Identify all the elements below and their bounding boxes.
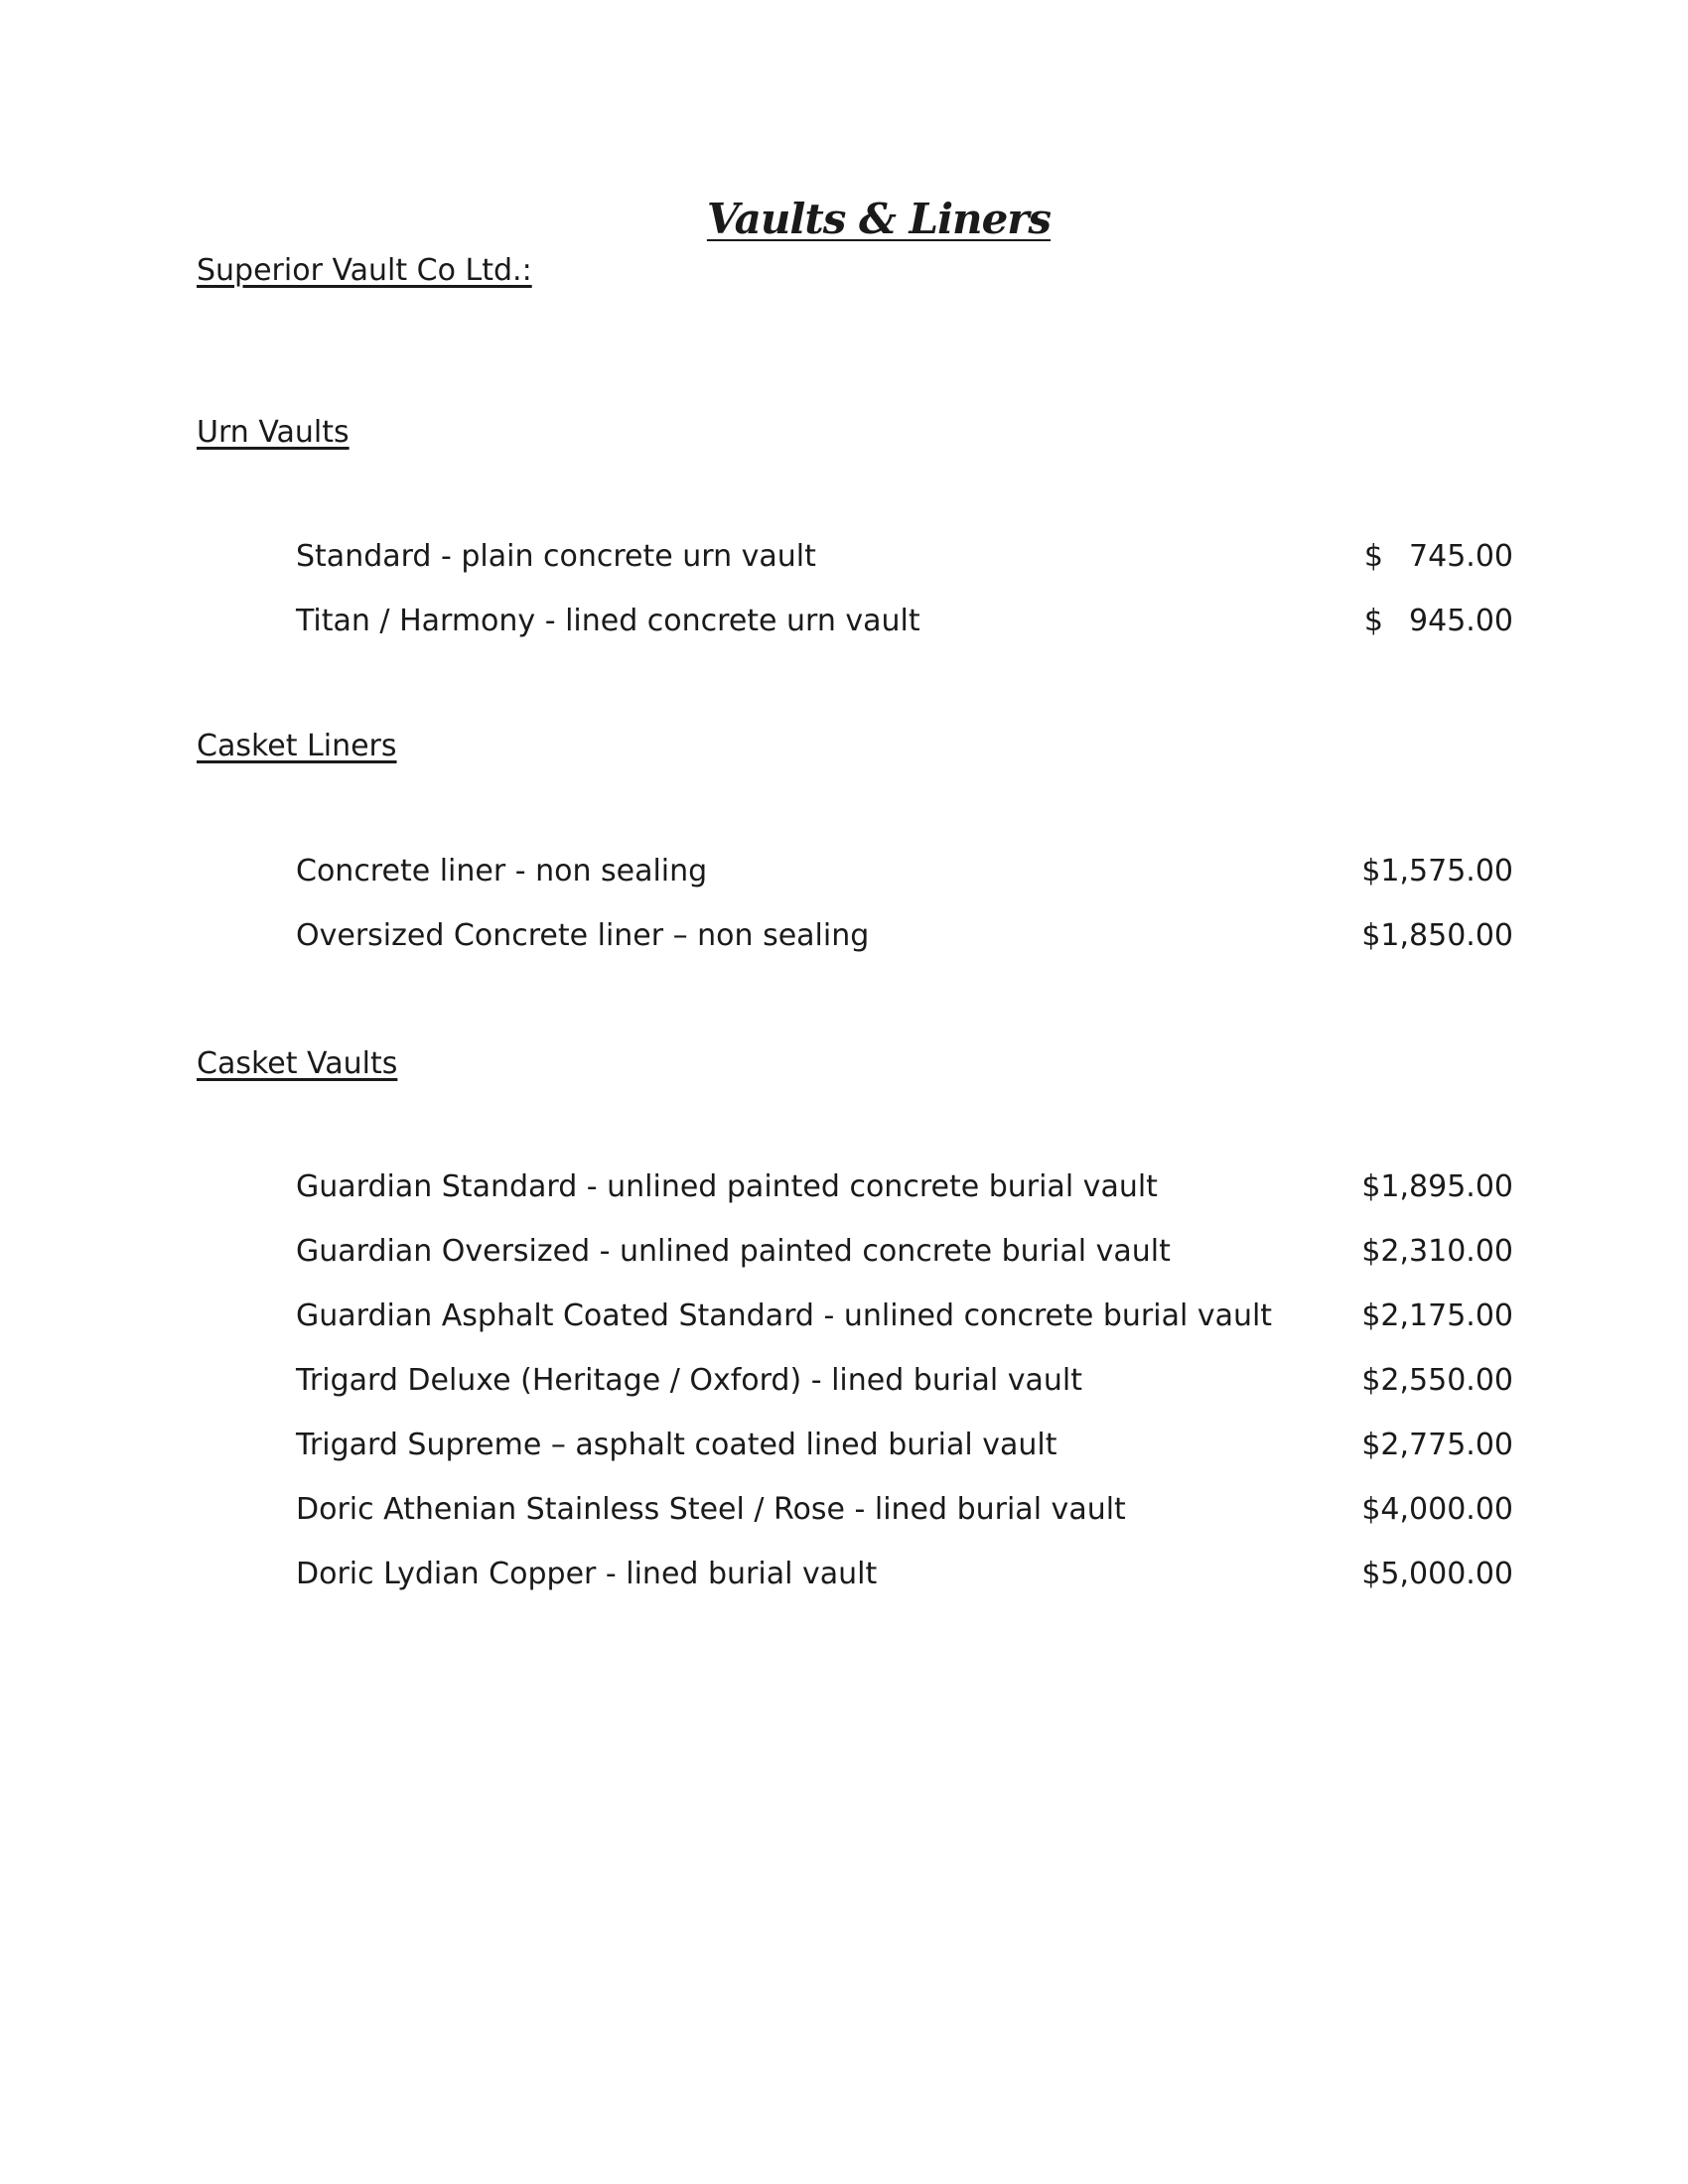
price-amount: 5,000.00 bbox=[1380, 1557, 1513, 1591]
currency-symbol: $ bbox=[1361, 1169, 1381, 1204]
price-amount: 2,310.00 bbox=[1380, 1234, 1513, 1269]
price-amount: 2,175.00 bbox=[1380, 1298, 1513, 1333]
price-list-item bbox=[296, 1234, 1513, 1277]
price-list-item bbox=[296, 1492, 1513, 1535]
item-price bbox=[1361, 1492, 1513, 1527]
section-heading-casket-vaults: Casket Vaults bbox=[197, 1046, 398, 1081]
item-price bbox=[1361, 918, 1513, 953]
price-amount: 2,550.00 bbox=[1380, 1363, 1513, 1398]
page-title: Vaults & Liners bbox=[706, 195, 1052, 244]
price-list-item bbox=[296, 854, 1513, 896]
price-amount: 1,850.00 bbox=[1380, 918, 1513, 953]
price-list-item bbox=[296, 1298, 1513, 1341]
price-list-item bbox=[296, 918, 1513, 961]
item-price bbox=[1361, 854, 1513, 888]
price-amount: 4,000.00 bbox=[1380, 1492, 1513, 1527]
currency-symbol: $ bbox=[1361, 1492, 1381, 1527]
currency-symbol: $ bbox=[1363, 604, 1384, 638]
currency-symbol: $ bbox=[1361, 1234, 1381, 1269]
item-description: Guardian Oversized - unlined painted concrete burial vault bbox=[296, 1234, 1171, 1269]
item-description: Oversized Concrete liner – non sealing bbox=[296, 918, 870, 953]
item-description: Titan / Harmony - lined concrete urn vault bbox=[296, 604, 920, 638]
item-price bbox=[1361, 1428, 1513, 1462]
currency-symbol: $ bbox=[1361, 918, 1381, 953]
section-heading-urn-vaults: Urn Vaults bbox=[197, 415, 350, 450]
price-amount: 1,895.00 bbox=[1380, 1169, 1513, 1204]
price-list-item bbox=[296, 1363, 1513, 1406]
item-description: Standard - plain concrete urn vault bbox=[296, 539, 816, 574]
price-amount: 2,775.00 bbox=[1380, 1428, 1513, 1462]
currency-symbol: $ bbox=[1363, 539, 1384, 574]
price-list-item bbox=[296, 1169, 1513, 1212]
item-price bbox=[1361, 1169, 1513, 1204]
price-amount: 1,575.00 bbox=[1380, 854, 1513, 888]
currency-symbol: $ bbox=[1361, 1298, 1381, 1333]
item-price bbox=[1361, 1557, 1513, 1591]
item-price bbox=[1363, 539, 1513, 574]
currency-symbol: $ bbox=[1361, 854, 1381, 888]
item-description: Concrete liner - non sealing bbox=[296, 854, 708, 888]
price-amount: 745.00 bbox=[1409, 539, 1513, 574]
item-price bbox=[1361, 1234, 1513, 1269]
item-price bbox=[1361, 1298, 1513, 1333]
price-list-item bbox=[296, 1557, 1513, 1599]
company-name: Superior Vault Co Ltd.: bbox=[197, 253, 532, 288]
currency-symbol: $ bbox=[1361, 1428, 1381, 1462]
item-price bbox=[1361, 1363, 1513, 1398]
price-amount: 945.00 bbox=[1409, 604, 1513, 638]
price-list-item bbox=[296, 1428, 1513, 1470]
currency-symbol: $ bbox=[1361, 1363, 1381, 1398]
item-description: Guardian Standard - unlined painted concrete burial vault bbox=[296, 1169, 1158, 1204]
section-heading-casket-liners: Casket Liners bbox=[197, 729, 397, 763]
item-price bbox=[1363, 604, 1513, 638]
item-description: Trigard Supreme – asphalt coated lined burial vault bbox=[296, 1428, 1057, 1462]
item-description: Guardian Asphalt Coated Standard - unlined concrete burial vault bbox=[296, 1298, 1273, 1333]
currency-symbol: $ bbox=[1361, 1557, 1381, 1591]
item-description: Doric Athenian Stainless Steel / Rose - lined burial vault bbox=[296, 1492, 1126, 1527]
price-list-item bbox=[296, 604, 1513, 646]
price-list-item bbox=[296, 539, 1513, 582]
item-description: Trigard Deluxe (Heritage / Oxford) - lined burial vault bbox=[296, 1363, 1083, 1398]
item-description: Doric Lydian Copper - lined burial vault bbox=[296, 1557, 878, 1591]
